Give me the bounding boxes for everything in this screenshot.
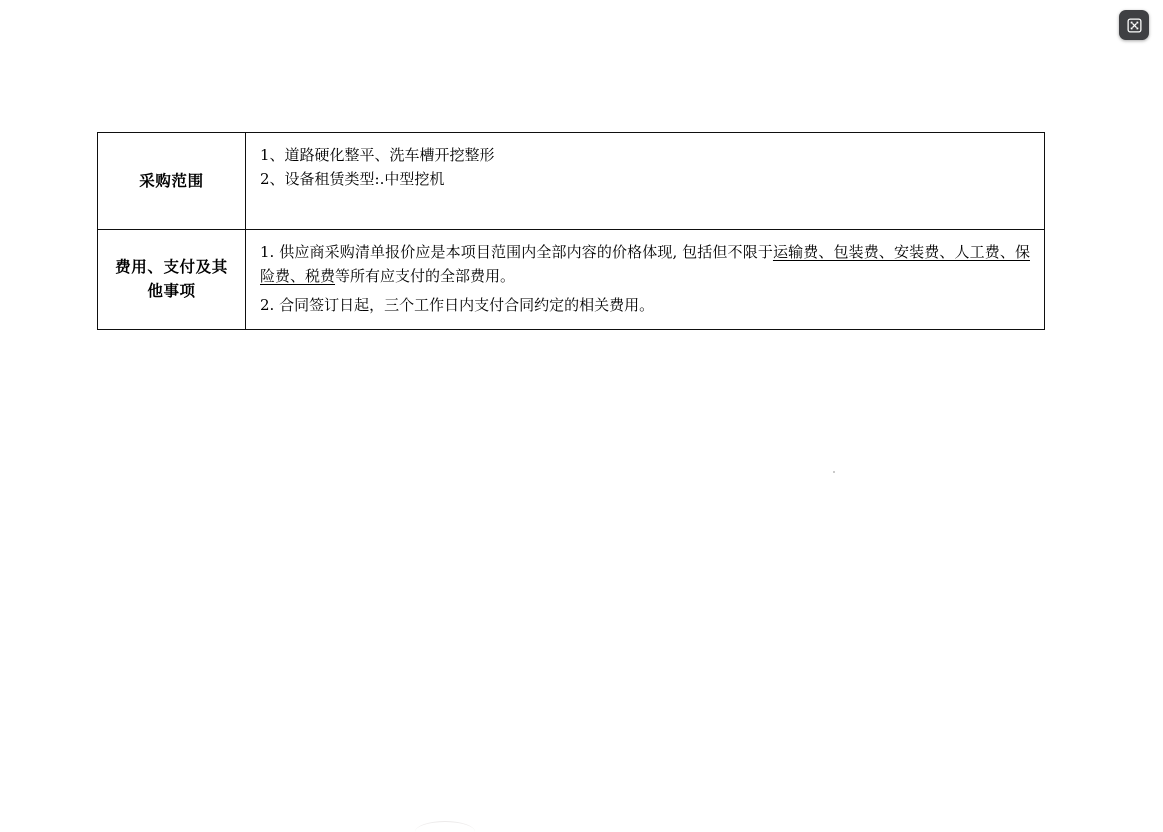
page-bottom-artifact [415, 821, 475, 832]
fullscreen-expand-button[interactable] [1119, 10, 1149, 40]
procurement-table [97, 132, 1045, 330]
fee-p1-prefix: 1. 供应商采购清单报价应是本项目范围内全部内容的价格体现, 包括但不限于 [260, 243, 773, 261]
table-row [98, 133, 1045, 230]
scope-line-2: 2、设备租赁类型:.中型挖机 [260, 170, 445, 189]
page-speck [833, 471, 835, 473]
row-content-fees [246, 230, 1045, 330]
scope-line-1: 1、道路硬化整平、洗车槽开挖整形 [260, 146, 495, 164]
fee-p1-suffix: 等所有应支付的全部费用。 [335, 267, 516, 286]
row-label-scope: 采购范围 [98, 133, 246, 230]
row-content-scope [246, 133, 1045, 230]
fee-p1-underlined: 运输费、包装费、安装费、人工费、保险费、税费 [260, 243, 1030, 286]
table-row [98, 230, 1045, 330]
fee-paragraph-1 [260, 240, 1030, 289]
row-label-fees: 费用、支付及其他事项 [98, 230, 246, 330]
fee-paragraph-2: 2. 合同签订日起，三个工作日内支付合同约定的相关费用。 [260, 295, 655, 314]
fullscreen-expand-icon [1126, 17, 1143, 34]
